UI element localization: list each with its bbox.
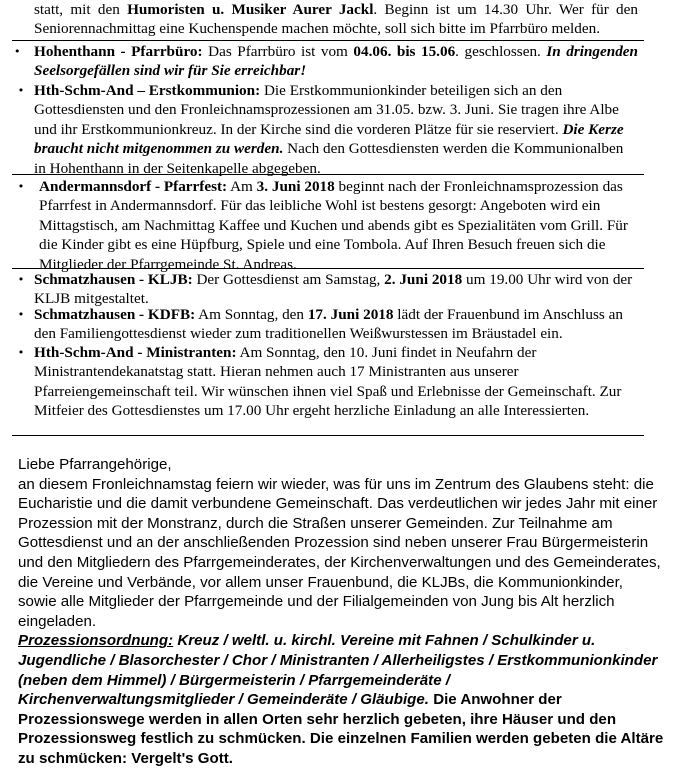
- bullet-icon: •: [14, 45, 21, 58]
- letter-body: an diesem Fronleichnamstag feiern wir wieder, was für uns im Zentrum des Glaubens steht: die Eucharistie und die damit verbundene Gemeinschaft. Das verdeutlichen wir jedes Jahr mit einer Prozession mit der Monstranz, durch die Straßen unserer Gemeinden. Zur Teilnahme am Gottesdienst und an der anschließenden Prozession sind neben unserer Frau Bürgermeisterin und den Mitgliedern des Pfarrgemeinderates, der Kirchenverwaltungen und des Gemeinderates, die Vereine und Verbände, vor allem unser Frauenbund, die KLJBs, die Kommunionkinder, sowie alle Mitglieder der Pfarrgemeinde und der Filialgemeinden von Jung bis Alt herzlich eingeladen. Prozessionsordnung: Kreuz / weltl. u. kirchl. Vereine mit Fahnen / Schulkinder u. Jugendliche / Blasorchester / Chor / Ministranten / Allerheiligstes / Erstkommunionkinder (neben dem Himmel) / Bürgermeisterin / Pfarrgemeinderäte / Kirchenverwaltungsmitglieder / Gemeinderäte / Gläubige. Die Anwohner der Prozessionswege werden in allen Orten sehr herzlich gebeten, ihre Häuser und den Prozessionsweg festlich zu schmücken. Die einzelnen Familien werden gebeten die Altäre zu schmücken: Vergelt's Gott.: [18, 475, 664, 767]
- bullet-icon: •: [17, 346, 25, 359]
- notice-date: 3. Juni 2018: [256, 178, 335, 195]
- notice-heading: Schmatzhausen - KDFB:: [34, 306, 196, 323]
- notice-text: statt, mit den Humoristen u. Musiker Aurer Jackl. Beginn ist um 14.30 Uhr. Wer für den Seniorennachmittag eine Kuchenspende machen möchte, soll sich bitte im Pfarrbüro melden.: [34, 1, 638, 38]
- bullet-icon: •: [17, 84, 25, 97]
- notice-date: 17. Juni 2018: [307, 306, 394, 323]
- letter-greeting: Liebe Pfarrangehörige,: [18, 456, 172, 473]
- notice-kdfb: [12, 305, 644, 344]
- notice-heading: Hth-Schm-And - Ministranten:: [34, 344, 237, 361]
- procession-order-label: Prozessionsordnung:: [18, 632, 174, 650]
- letter-closing: Die Anwohner der Prozessionswege werden in allen Orten sehr herzlich gebeten, ihre Häuser und den Prozessionsweg festlich zu schmücken. Die einzelnen Familien werden gebeten die Altäre zu schmücken: Vergelt's Gott.: [18, 691, 664, 767]
- notice-date: 04.06. bis 15.06: [353, 43, 456, 60]
- notice-seniorennachmittag: [12, 0, 644, 41]
- list-item: • Hth-Schm-And - Ministranten: Am Sonntag, den 10. Juni findet in Neufahrn der Ministrantendekanatstag statt. Hieran nehmen auch 17 Ministranten aus unserer Pfarreiengemeinschaft teil. Wir wünschen ihnen viel Spaß und Erlebnisse der Gemeinschaft. Zur Mitfeier des Gottesdienstes um 17.00 Uhr ergeht herzliche Einladung an alle Interessierten.: [12, 343, 644, 421]
- notice-emphasis: In dringenden Seelsorgefällen sind wir für Sie erreichbar!: [34, 43, 638, 80]
- notice-pfarrfest: [12, 177, 644, 273]
- notice-kljb: [12, 270, 644, 309]
- bullet-icon: •: [17, 180, 25, 193]
- list-item: • Schmatzhausen - KDFB: Am Sonntag, den 17. Juni 2018 lädt der Frauenbund im Anschluss an den Familiengottesdienst wieder zum traditionellen Weißwurstessen im Bräustadel ein.: [12, 305, 644, 344]
- notice-ministranten: [12, 343, 644, 436]
- notice-highlight: Humoristen u. Musiker Aurer Jackl: [127, 1, 374, 18]
- notice-heading: Schmatzhausen - KLJB:: [34, 271, 193, 288]
- bullet-icon: •: [17, 273, 25, 286]
- bullet-icon: •: [17, 308, 25, 321]
- fronleichnam-letter: [18, 455, 664, 769]
- list-item: • Andermannsdorf - Pfarrfest: Am 3. Juni 2018 beginnt nach der Fronleichnamsprozession das Pfarrfest in Andermannsdorf. Für das leibliche Wohl ist bestens gesorgt: Angeboten wird ein Mittagstisch, am Nachmittag Kaffee und Kuchen und abends gibt es Spezialitäten vom Grill. Für die Kinder gibt es eine Hüpfburg, Spiele und eine Tombola. Auf Ihren Besuch freuen sich die Mitglieder der Pfarrgemeinde St. Andreas.: [12, 177, 644, 274]
- notice-emphasis: Die Kerze braucht nicht mitgenommen zu werden.: [34, 120, 624, 158]
- notice-heading: Andermannsdorf - Pfarrfest:: [39, 178, 228, 195]
- notice-heading: Hth-Schm-And – Erstkommunion:: [34, 82, 261, 99]
- notice-erstkommunion: [12, 81, 644, 175]
- procession-order-text: Kreuz / weltl. u. kirchl. Vereine mit Fahnen / Schulkinder u. Jugendliche / Blasorchester / Chor / Ministranten / Allerheiligstes / Erstkommunionkinder (neben dem Himmel) / Bürgermeisterin / Pfarrgemeinderäte / Kirchenverwaltungsmitglieder / Gemeinderäte / Gläubige.: [18, 632, 658, 709]
- notice-hohenthann-pfarrbuero: [12, 42, 644, 81]
- list-item: • Hth-Schm-And – Erstkommunion: Die Erstkommunionkinder beteiligen sich an den Gottesdiensten und den Fronleichnamsprozessionen am 31.05. bzw. 3. Juni. Sie tragen ihre Albe und ihr Erstkommunionkreuz. In der Kirche sind die vorderen Plätze für sie reserviert. Die Kerze braucht nicht mitgenommen zu werden. Nach den Gottesdiensten werden die Kommunionalben in Hohenthann in der Seitenkapelle abgegeben.: [12, 81, 644, 178]
- notice-date: 2. Juni 2018: [384, 271, 463, 288]
- list-item: • Schmatzhausen - KLJB: Der Gottesdienst am Samstag, 2. Juni 2018 um 19.00 Uhr wird von der KLJB mitgestaltet.: [12, 270, 644, 309]
- notice-heading: Hohenthann - Pfarrbüro:: [34, 43, 203, 60]
- list-item: • Hohenthann - Pfarrbüro: Das Pfarrbüro ist vom 04.06. bis 15.06. geschlossen. In dringenden Seelsorgefällen sind wir für Sie erreichbar!: [14, 43, 638, 80]
